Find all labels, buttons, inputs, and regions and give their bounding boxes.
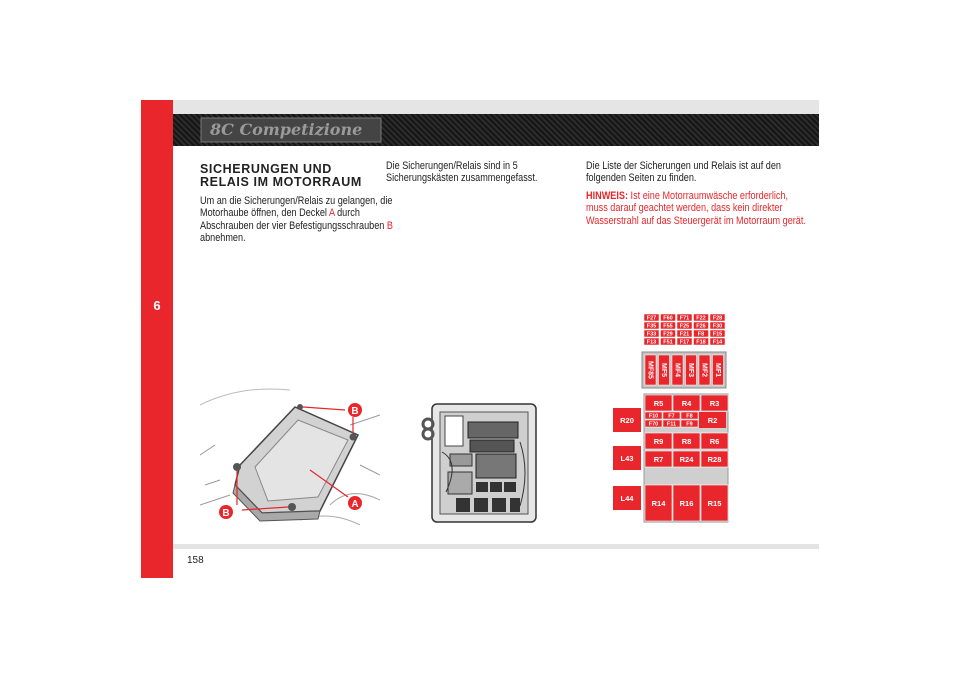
fusebox-layout-diagram	[610, 310, 730, 525]
list-reference-paragraph: Die Liste der Sicherungen und Relais ist auf den folgenden Seiten zu finden.	[586, 160, 781, 185]
callout-b-bottom-label: B	[222, 508, 230, 519]
fuse-label: F10	[648, 413, 659, 420]
relay-label: L44	[620, 494, 634, 503]
chapter-tab	[141, 100, 173, 578]
open-fusebox-illustration	[420, 402, 540, 524]
relay-label: R14	[651, 499, 666, 508]
fuse-label: F8	[697, 331, 705, 338]
relay-label: L43	[620, 454, 634, 463]
p1-text-b: durch Abschrauben der vier Befestigungsschrauben	[200, 207, 387, 232]
fuse-label: F18	[696, 339, 706, 346]
relay-label: R2	[707, 416, 718, 425]
fuse-label: F51	[663, 339, 673, 346]
fuse-label: F22	[696, 315, 706, 322]
fuse-label: F14	[712, 339, 723, 346]
fuse-label: F11	[666, 421, 677, 428]
fuse-label: F7	[668, 413, 675, 420]
fuse-label: F28	[712, 315, 723, 322]
fuse-label: F13	[646, 339, 657, 346]
fuse-label: F35	[646, 323, 657, 330]
relay-block	[613, 394, 728, 522]
maxi-fuse-label: MF2	[700, 363, 708, 377]
fuse-label: F29	[663, 331, 673, 338]
screw-bottom	[288, 503, 296, 511]
fuse-label: F33	[646, 331, 657, 338]
relay-label: R7	[653, 455, 664, 464]
relay-label: R3	[709, 399, 720, 408]
section-title	[200, 163, 390, 189]
footer-rule	[173, 544, 819, 549]
relay-label: R28	[707, 455, 722, 464]
relay-label: R6	[709, 437, 720, 446]
p1-text-a: Um an die Sicherungen/Relais zu gelangen, die Motorhaube öffnen, den Deckel	[200, 195, 393, 220]
fusebox-count-paragraph: Die Sicherungen/Relais sind in 5 Sicherungskästen zusammengefasst.	[386, 160, 538, 185]
relay-label: R5	[653, 399, 664, 408]
relay-label: R15	[707, 499, 722, 508]
fuse-label: F17	[679, 339, 690, 346]
fuse-label: F71	[679, 315, 690, 322]
fuse-label: F21	[679, 331, 690, 338]
8c-competizione-logo	[200, 117, 382, 143]
page-number: 158	[187, 555, 204, 566]
maxi-fuse-label: MF1	[714, 363, 722, 377]
fuse-label: F27	[646, 315, 657, 322]
logo-text: 8C Competizione	[210, 120, 363, 139]
maxi-fuse-label: MF3	[687, 363, 695, 377]
screw-right	[350, 434, 357, 441]
fuse-label: F25	[679, 323, 690, 330]
note-label: HINWEIS:	[586, 190, 629, 202]
maxi-fuse-label: MF85	[646, 361, 654, 379]
section-title-line2: RELAIS IM MOTORRAUM	[200, 175, 362, 189]
fuse-label: F60	[663, 315, 673, 322]
fuse-label: F70	[648, 421, 659, 428]
top-band	[173, 100, 819, 114]
maxi-fuse-label: MF5	[660, 363, 668, 377]
callout-a-label: A	[351, 499, 359, 510]
callout-b-top-label: B	[351, 406, 359, 417]
section-title-line1: SICHERUNGEN UND	[200, 162, 332, 176]
fuse-label: F15	[712, 331, 723, 338]
relay-label: R20	[620, 416, 634, 425]
relay-label: R16	[679, 499, 694, 508]
note-text: Ist eine Motorraumwäsche erforderlich, muss darauf geachtet werden, dass kein direkter Wasserstrahl auf das Steuergerät im Motorraum gerät.	[586, 190, 806, 227]
screw-top-left	[297, 404, 303, 410]
note-paragraph	[586, 190, 806, 227]
engine-cover-illustration	[200, 385, 380, 525]
fuse-label: F9	[686, 421, 693, 428]
fuse-grid	[644, 314, 725, 346]
fuse-label: F8	[686, 413, 693, 420]
intro-paragraph	[200, 195, 400, 245]
relay-label: R8	[681, 437, 692, 446]
relay-label: R9	[653, 437, 664, 446]
p1-text-c: abnehmen.	[200, 232, 246, 245]
ref-a: A	[329, 207, 335, 220]
fuse-label: F26	[696, 323, 706, 330]
relay-label: R4	[681, 399, 692, 408]
ref-b: B	[386, 219, 393, 232]
fuse-label: F30	[712, 323, 723, 330]
fuse-label: F55	[663, 323, 673, 330]
maxi-fuse-label: MF4	[673, 363, 681, 377]
relay-label: R24	[679, 455, 694, 464]
screw-left	[233, 463, 241, 471]
chapter-number: 6	[153, 298, 161, 313]
